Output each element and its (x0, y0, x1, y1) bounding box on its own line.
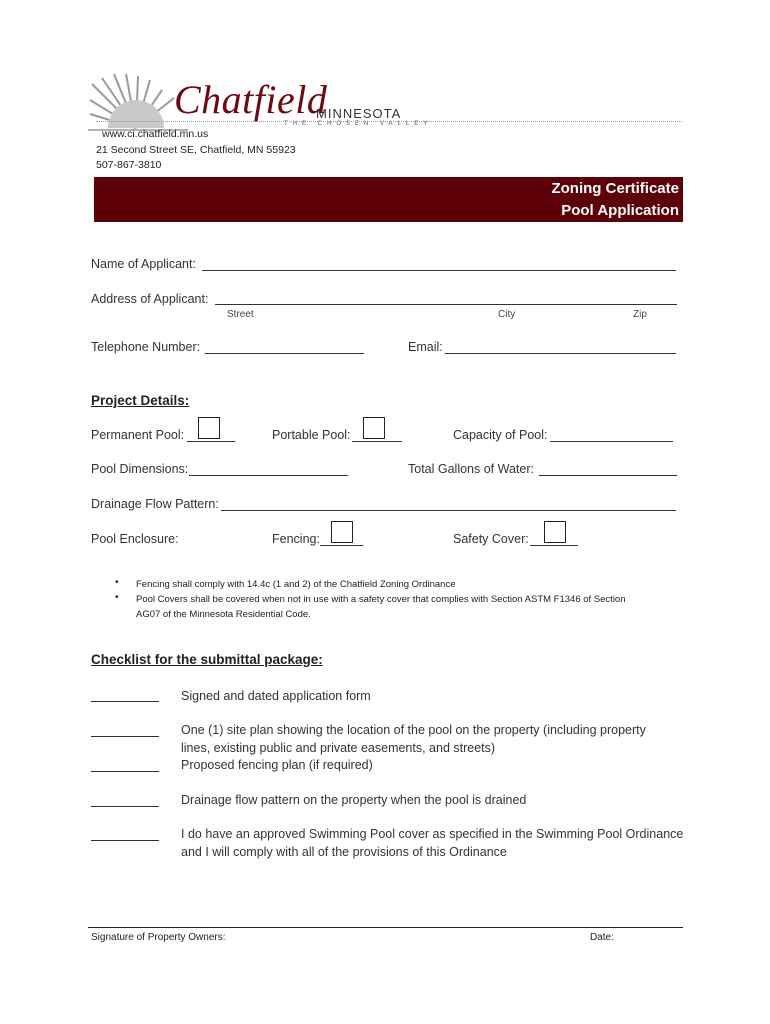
logo-tagline: THE CHOSEN VALLEY (284, 121, 433, 127)
pool-dimensions-label: Pool Dimensions: (91, 462, 189, 476)
title-banner (94, 177, 683, 222)
logo-state: MINNESOTA (316, 106, 402, 121)
logo-wordmark: Chatfield (174, 77, 328, 122)
telephone-number-field[interactable] (205, 353, 364, 354)
sunburst-icon (88, 72, 188, 134)
total-gallons-field[interactable] (539, 475, 677, 476)
name-of-applicant-label: Name of Applicant: (91, 257, 196, 271)
email-field[interactable] (445, 353, 676, 354)
header-rule (96, 121, 682, 122)
address-text: 21 Second Street SE, Chatfield, MN 55923 (96, 144, 296, 156)
checklist-blank-3[interactable] (91, 771, 159, 772)
capacity-of-pool-label: Capacity of Pool: (453, 428, 548, 442)
fencing-checkbox[interactable] (331, 521, 353, 543)
checklist-item-signed-form: Signed and dated application form (181, 689, 371, 703)
portable-pool-checkbox[interactable] (363, 417, 385, 439)
checklist-item-pool-cover: I do have an approved Swimming Pool cover as specified in the Swimming Pool Ordinance (181, 827, 684, 841)
chatfield-logo (88, 72, 688, 134)
permanent-pool-label: Permanent Pool: (91, 428, 185, 442)
safety-cover-underline (530, 545, 578, 546)
signature-line[interactable] (88, 927, 683, 928)
address-of-applicant-label: Address of Applicant: (91, 292, 209, 306)
telephone-number-label: Telephone Number: (91, 340, 201, 354)
drainage-flow-pattern-label: Drainage Flow Pattern: (91, 497, 219, 511)
pool-enclosure-label: Pool Enclosure: (91, 532, 179, 546)
checklist-item-site-plan: One (1) site plan showing the location of the pool on the property (including property (181, 723, 646, 737)
bullet-point: • (115, 577, 119, 588)
zip-sublabel: Zip (633, 309, 647, 320)
bullet-point: • (115, 592, 119, 603)
checklist-item-fencing-plan: Proposed fencing plan (if required) (181, 758, 373, 772)
checklist-blank-4[interactable] (91, 806, 159, 807)
banner-title-line1: Zoning Certificate (551, 180, 679, 197)
checklist-item-drainage: Drainage flow pattern on the property when the pool is drained (181, 793, 527, 807)
drainage-flow-pattern-field[interactable] (221, 510, 676, 511)
permanent-pool-checkbox[interactable] (198, 417, 220, 439)
name-of-applicant-field[interactable] (202, 270, 676, 271)
portable-pool-underline (352, 441, 402, 442)
safety-cover-label: Safety Cover: (453, 532, 529, 546)
banner-title-line2: Pool Application (561, 202, 679, 219)
checklist-item-site-plan-cont: lines, existing public and private easements, and streets) (181, 741, 496, 755)
checklist-item-pool-cover-cont: and I will comply with all of the provisions of this Ordinance (181, 845, 507, 859)
portable-pool-label: Portable Pool: (272, 428, 351, 442)
checklist-heading: Checklist for the submittal package: (91, 652, 323, 667)
checklist-blank-2[interactable] (91, 736, 159, 737)
pool-cover-requirement-text-cont: AG07 of the Minnesota Residential Code. (136, 609, 311, 620)
city-sublabel: City (498, 309, 516, 320)
checklist-blank-1[interactable] (91, 701, 159, 702)
signature-of-property-owners-label: Signature of Property Owners: (91, 932, 226, 943)
total-gallons-label: Total Gallons of Water: (408, 462, 534, 476)
project-details-heading: Project Details: (91, 393, 190, 408)
permanent-pool-underline (187, 441, 235, 442)
pool-cover-requirement-text: Pool Covers shall be covered when not in use with a safety cover that complies with Section ASTM F1346 of Section (136, 594, 626, 605)
safety-cover-checkbox[interactable] (544, 521, 566, 543)
website-text: www.ci.chatfield.mn.us (102, 128, 209, 140)
email-label: Email: (408, 340, 443, 354)
date-label: Date: (590, 932, 614, 943)
fencing-label: Fencing: (272, 532, 320, 546)
fencing-requirement-text: Fencing shall comply with 14.4c (1 and 2) of the Chatfield Zoning Ordinance (136, 579, 456, 590)
street-sublabel: Street (227, 309, 254, 320)
address-of-applicant-field[interactable] (215, 304, 677, 305)
capacity-of-pool-field[interactable] (550, 441, 673, 442)
phone-text: 507-867-3810 (96, 159, 162, 171)
checklist-blank-5[interactable] (91, 840, 159, 841)
fencing-underline (320, 545, 363, 546)
pool-dimensions-field[interactable] (189, 475, 348, 476)
